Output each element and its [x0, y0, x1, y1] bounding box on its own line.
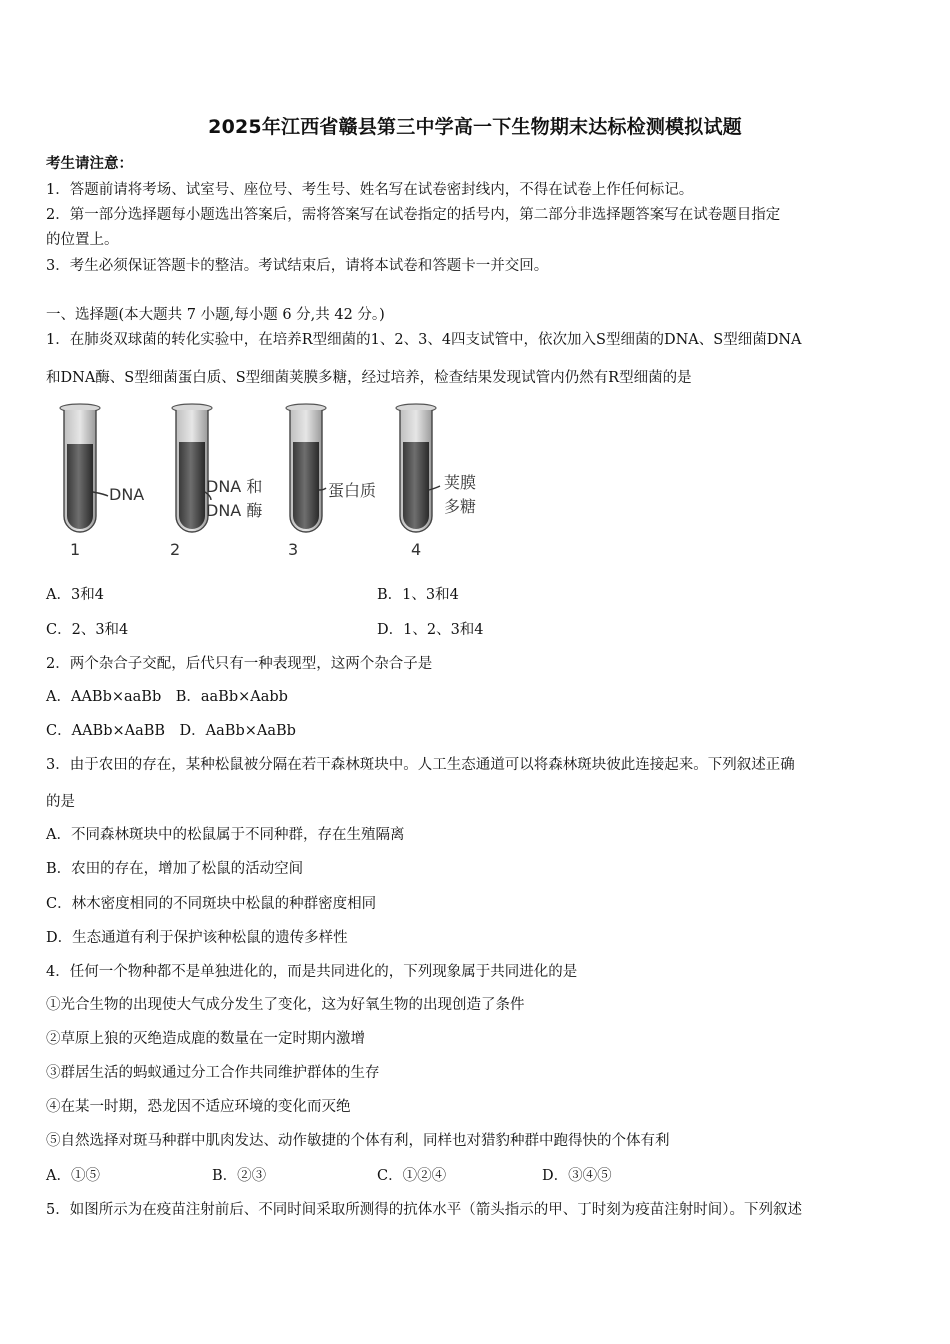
question-3-stem: 3．由于农田的存在，某种松鼠被分隔在若干森林斑块中。人工生态通道可以将森林斑块彼此连接起来。下列叙述正确 [46, 757, 795, 773]
q3-option-a[interactable]: A．不同森林斑块中的松鼠属于不同种群，存在生殖隔离 [46, 827, 405, 843]
q4-statement-3: ③群居生活的蚂蚁通过分工合作共同维护群体的生存 [46, 1065, 380, 1081]
question-3-stem-cont: 的是 [46, 794, 75, 810]
tube-4-number: 4 [411, 540, 422, 559]
question-1-stem: 1．在肺炎双球菌的转化实验中，在培养R型细菌的1、2、3、4四支试管中，依次加入S型细菌的DNA、S型细菌DNA [46, 332, 802, 348]
q4-statement-1: ①光合生物的出现使大气成分发生了变化，这为好氧生物的出现创造了条件 [46, 997, 525, 1013]
q4-statement-4: ④在某一时期，恐龙因不适应环境的变化而灭绝 [46, 1099, 351, 1115]
tube-4 [396, 404, 440, 532]
tube-1-number: 1 [70, 540, 81, 559]
tube-2-number: 2 [170, 540, 181, 559]
q4-statement-5: ⑤自然选择对斑马种群中肌肉发达、动作敏捷的个体有利，同样也对猎豹种群中跑得快的个体有利 [46, 1133, 670, 1149]
q3-option-d[interactable]: D．生态通道有利于保护该种松鼠的遗传多样性 [46, 930, 348, 946]
question-4-stem: 4．任何一个物种都不是单独进化的，而是共同进化的，下列现象属于共同进化的是 [46, 964, 578, 980]
tube-2-label-line1: DNA 和 [206, 477, 263, 496]
tube-4-label-line1: 荚膜 [444, 473, 477, 492]
question-2-stem: 2．两个杂合子交配，后代只有一种表现型，这两个杂合子是 [46, 656, 433, 672]
q4-option-b[interactable]: B．②③ [212, 1168, 267, 1184]
tube-2-label-line2: DNA 酶 [206, 501, 263, 520]
notice-item-2: 2．第一部分选择题每小题选出答案后，需将答案写在试卷指定的括号内，第二部分非选择题答案写在试卷题目指定 [46, 207, 781, 223]
q4-statement-2: ②草原上狼的灭绝造成鹿的数量在一定时期内激增 [46, 1031, 365, 1047]
page-title: 2025年江西省赣县第三中学高一下生物期末达标检测模拟试题 [208, 116, 742, 138]
notice-heading: 考生请注意： [46, 155, 133, 172]
question-1-stem-cont: 和DNA酶、S型细菌蛋白质、S型细菌荚膜多糖，经过培养，检查结果发现试管内仍然有R型细菌的是 [46, 370, 692, 386]
q2-options-row-2[interactable]: C．AABb×AaBB D．AaBb×AaBb [46, 723, 296, 739]
tube-3 [286, 404, 326, 532]
tube-1 [60, 404, 108, 532]
question-5-stem: 5．如图所示为在疫苗注射前后、不同时间采取所测得的抗体水平（箭头指示的甲、丁时刻为疫苗注射时间）。下列叙述 [46, 1202, 802, 1218]
q4-option-d[interactable]: D．③④⑤ [542, 1168, 612, 1184]
q1-option-c[interactable]: C．2、3和4 [46, 622, 129, 638]
test-tube-figure [46, 396, 506, 566]
tube-1-label: DNA [109, 485, 145, 504]
q1-option-a[interactable]: A．3和4 [46, 587, 104, 603]
notice-item-2-cont: 的位置上。 [46, 232, 119, 248]
tube-4-label-line2: 多糖 [444, 497, 477, 516]
q3-option-b[interactable]: B．农田的存在，增加了松鼠的活动空间 [46, 861, 304, 877]
q1-option-d[interactable]: D．1、2、3和4 [377, 622, 484, 638]
notice-item-1: 1．答题前请将考场、试室号、座位号、考生号、姓名写在试卷密封线内，不得在试卷上作任何标记。 [46, 182, 694, 198]
q3-option-c[interactable]: C．林木密度相同的不同斑块中松鼠的种群密度相同 [46, 896, 377, 912]
q4-option-a[interactable]: A．①⑤ [46, 1168, 100, 1184]
q1-option-b[interactable]: B．1、3和4 [377, 587, 459, 603]
q2-options-row-1[interactable]: A．AABb×aaBb B．aaBb×Aabb [46, 689, 288, 705]
test-tubes-drawing [46, 396, 506, 566]
tube-3-number: 3 [288, 540, 299, 559]
tube-3-label: 蛋白质 [328, 481, 377, 500]
q4-option-c[interactable]: C．①②④ [377, 1168, 447, 1184]
notice-item-3: 3．考生必须保证答题卡的整洁。考试结束后，请将本试卷和答题卡一并交回。 [46, 258, 549, 274]
section-heading: 一、选择题(本大题共 7 小题,每小题 6 分,共 42 分。) [46, 307, 385, 323]
